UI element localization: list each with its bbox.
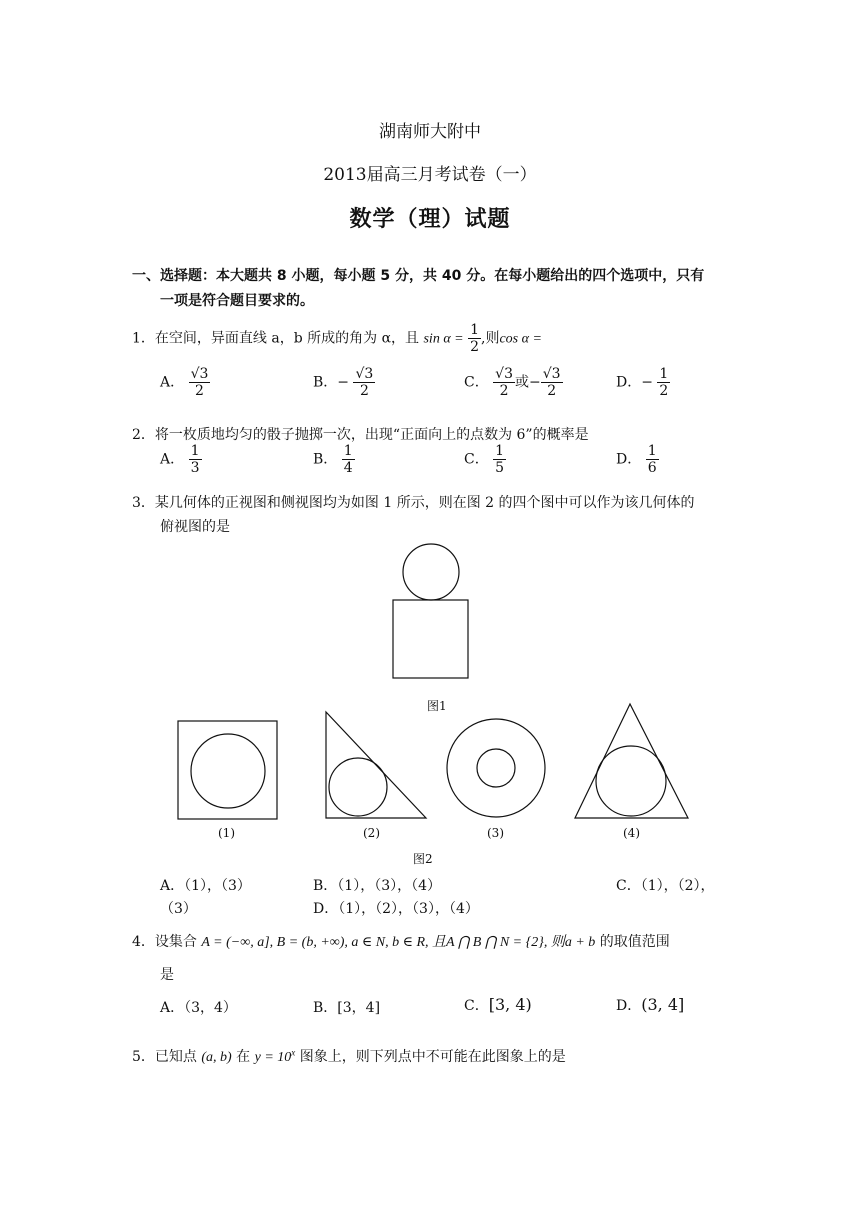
q1-sin: sin α =: [423, 331, 464, 347]
fig2-1-square: [178, 721, 277, 819]
q2-option-b: B． $\frac{1}{4}$: [313, 443, 353, 477]
exam-title: 2013届高三月考试卷（一）: [323, 165, 537, 185]
q4-math: A = (−∞, a], B = (b, +∞), a ∈ N, b ∈ R, 且A ⋂ B ⋂ N = {2}, 则a + b: [201, 935, 596, 950]
subject-title: 数学（理）试题: [349, 207, 511, 232]
question-3-stem-cont: 俯视图的是: [160, 519, 230, 535]
question-3-stem: 3．某几何体的正视图和侧视图均为如图 1 所示，则在图 2 的四个图中可以作为该几何体的: [132, 495, 695, 511]
section-heading-cont: 一项是符合题目要求的。: [160, 293, 314, 309]
q4-option-a: A．（3，4）: [160, 1000, 237, 1016]
school-name: 湖南师大附中: [379, 122, 481, 142]
q1-option-b: B．− $\frac{√3}{2}$: [313, 366, 374, 400]
q1-option-c: C． $\frac{√3}{2}$ 或− $\frac{√3}{2}$: [464, 366, 561, 400]
q2-option-c: C． $\frac{1}{5}$: [464, 443, 505, 477]
q2-option-d: D． $\frac{1}{6}$: [616, 443, 657, 477]
q4-option-b: B．[3，4]: [313, 1000, 381, 1016]
q3-option-d: D．（1），（2），（3），（4）: [313, 901, 479, 917]
q1-fraction: $\frac{1}{2}$: [470, 322, 479, 356]
fig2-3-outer-circle: [447, 719, 545, 817]
q2-option-a: A． $\frac{1}{3}$: [160, 443, 200, 477]
fig2-caption: 图2: [413, 852, 433, 866]
fig2-4-triangle: [575, 704, 688, 818]
question-4-stem-cont: 是: [160, 967, 174, 983]
q1-text-b: ,则: [481, 330, 500, 347]
question-4-stem: 4．设集合 A = (−∞, a], B = (b, +∞), a ∈ N, b ∈ R, 且A ⋂ B ⋂ N = {2}, 则a + b 的取值范围: [132, 934, 670, 950]
question-5-stem: 5．已知点 (a, b) 在 $y = 10^x$ 图象上，则下列点中不可能在此图象上的是: [132, 1047, 566, 1065]
section-heading: 一、选择题：本大题共 8 小题，每小题 5 分，共 40 分。在每小题给出的四个选项中，只有: [132, 268, 705, 284]
q3-option-a: A．（1），（3）: [160, 878, 251, 894]
q3-option-c: C．（1），（2），: [616, 878, 715, 894]
q1-text-a: 1．在空间，异面直线 a，b 所成的角为 α，且: [132, 330, 420, 347]
question-2-stem: 2．将一枚质地均匀的骰子抛掷一次，出现“正面向上的点数为 6”的概率是: [132, 427, 589, 443]
fig2-label-1: (1): [218, 826, 235, 840]
fig2-3-inner-circle: [477, 749, 515, 787]
fig2-2-circle: [329, 758, 387, 816]
fig2-1-circle: [191, 734, 265, 808]
q3-option-b: B．（1），（3），（4）: [313, 878, 442, 894]
fig2-label-3: (3): [487, 826, 504, 840]
fig2-4-circle: [596, 746, 666, 816]
q3-option-c-cont: （3）: [160, 901, 197, 917]
q4-option-c: C．[3, 4): [464, 995, 532, 1014]
q4-option-d: D．(3, 4]: [616, 995, 685, 1014]
fig2-label-4: (4): [623, 826, 640, 840]
fig1-caption: 图1: [427, 699, 447, 713]
fig2-label-2: (2): [363, 826, 380, 840]
q1-option-a: A． $\frac{√3}{2}$: [160, 366, 209, 400]
q1-cos: cos α =: [499, 331, 542, 347]
q1-option-d: D．− $\frac{1}{2}$: [616, 366, 669, 400]
